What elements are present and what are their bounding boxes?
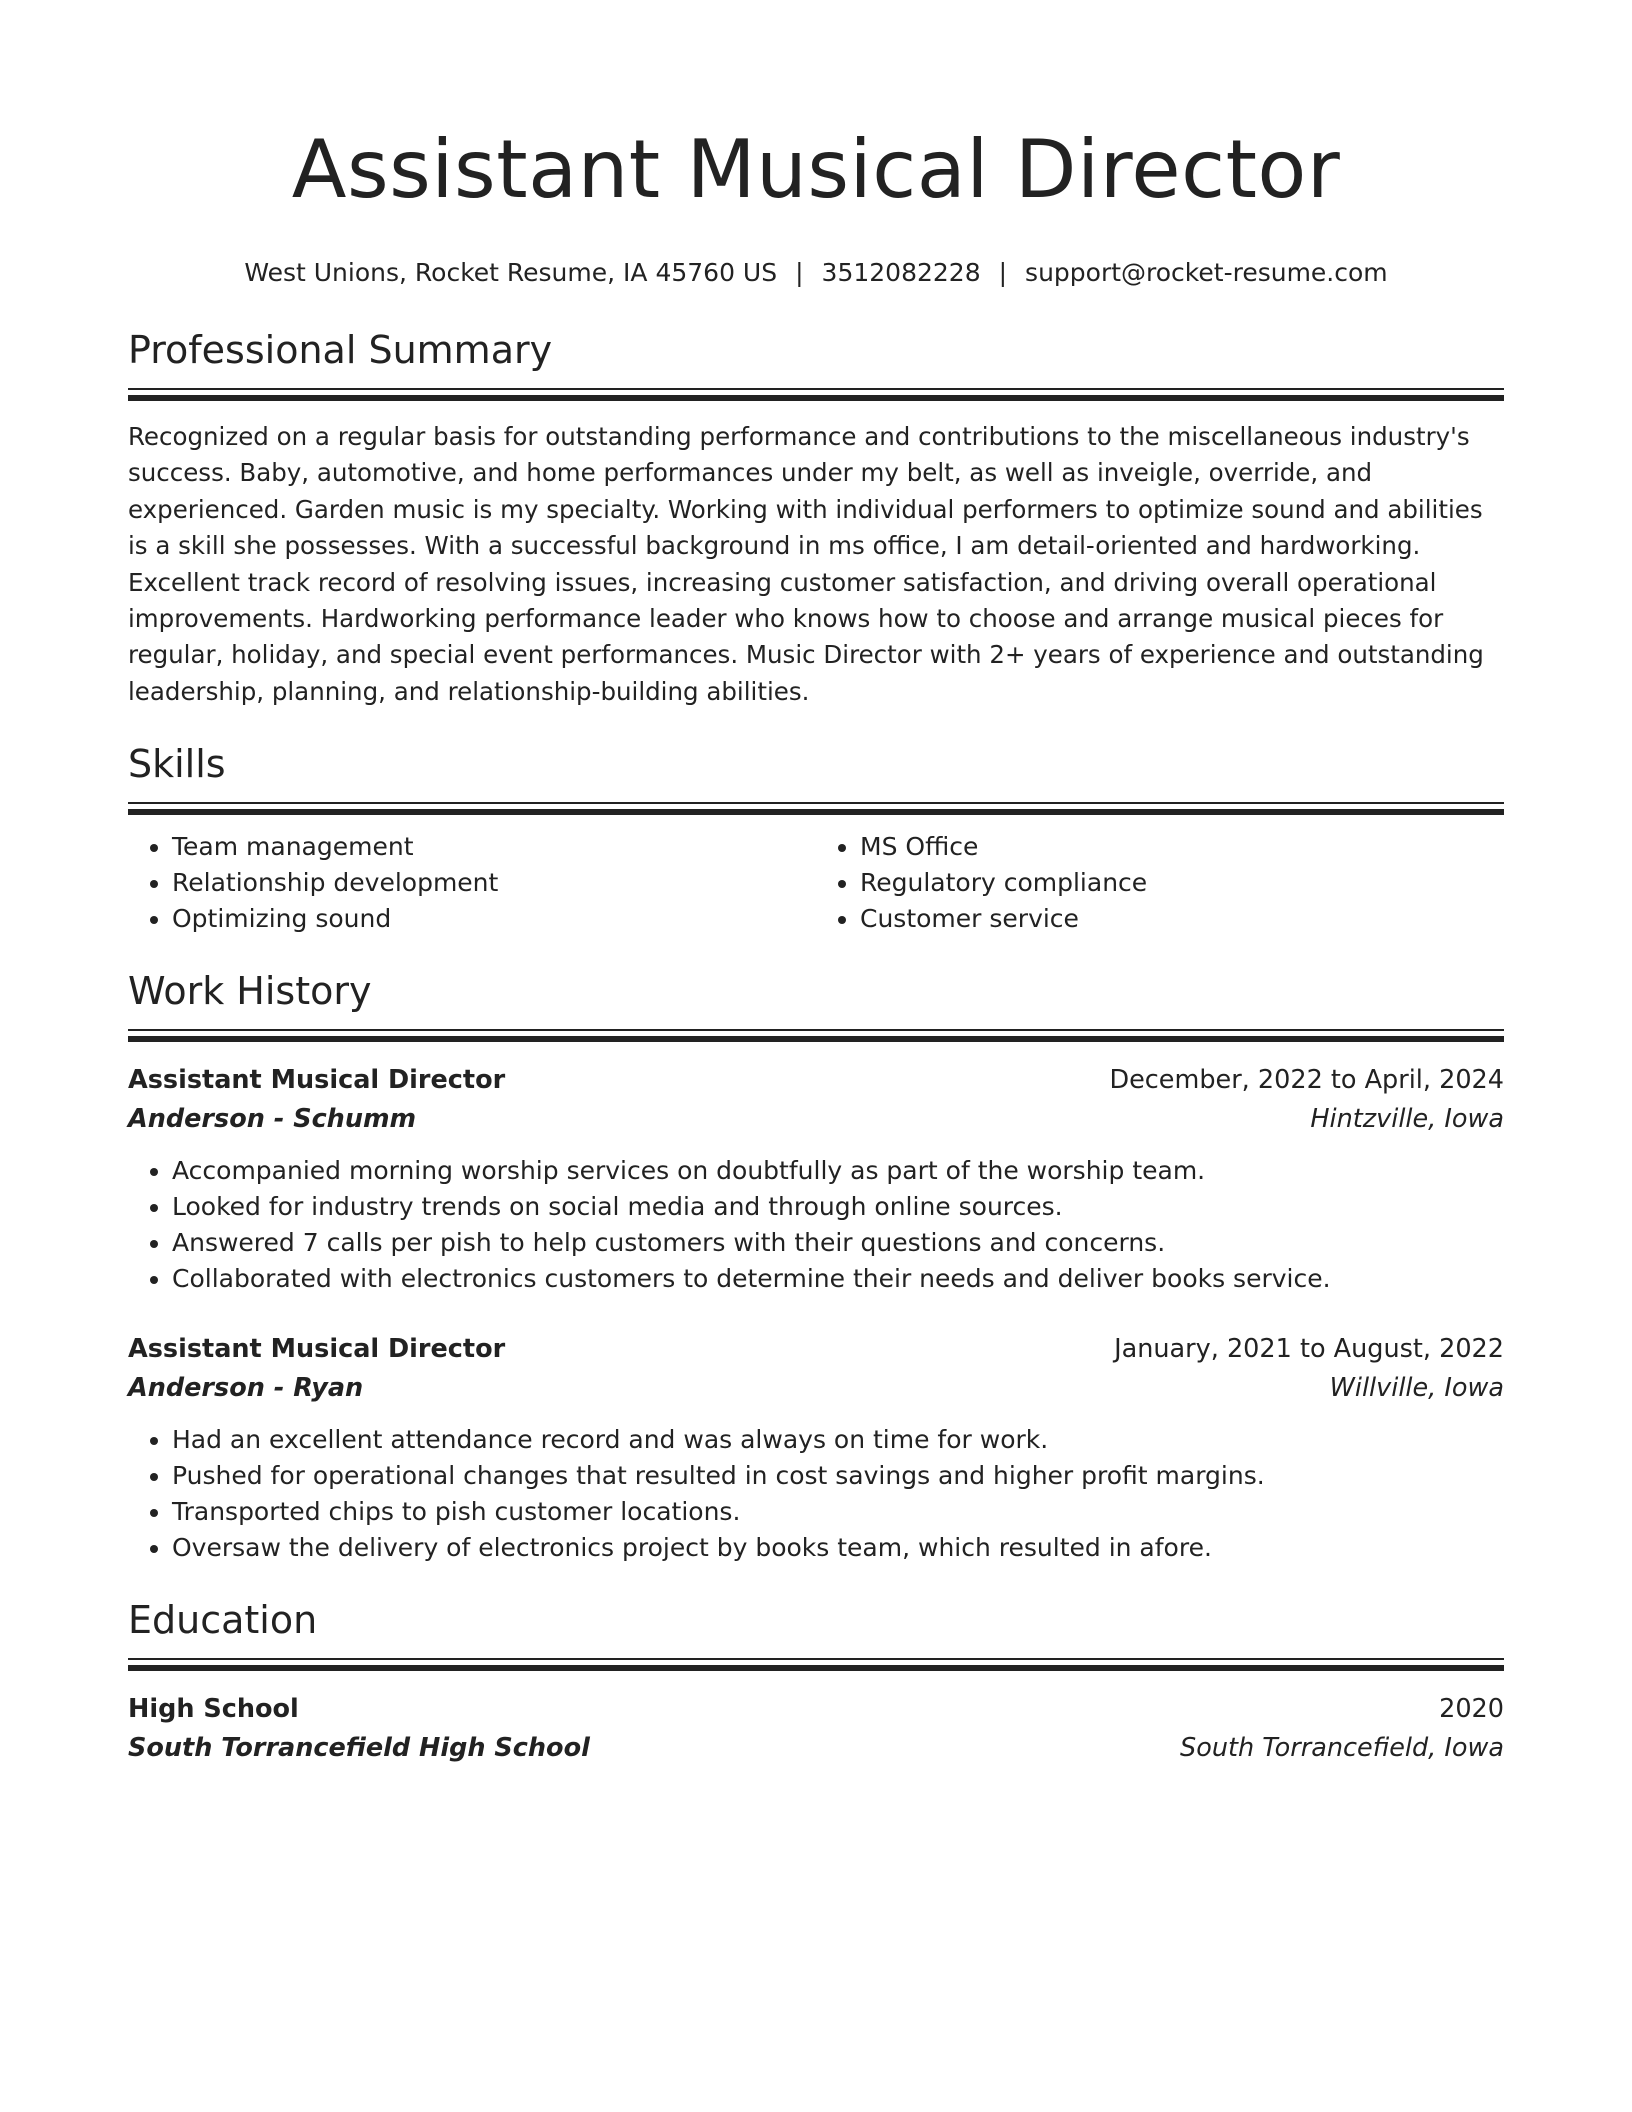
skill-item: • MS Office [860, 829, 1504, 865]
skills-section [128, 740, 1504, 937]
job-entry [128, 1331, 1504, 1566]
skills-list [128, 829, 1504, 937]
job-bullet: • Transported chips to pish customer locations. [172, 1494, 1504, 1530]
job-dates: December, 2022 to April, 2024 [1109, 1065, 1504, 1096]
work-history-heading: Work History [128, 969, 372, 1014]
job-employer: Anderson - Schumm [128, 1104, 417, 1135]
job-header-row [128, 1062, 1504, 1098]
education-entry [128, 1691, 1504, 1766]
education-heading: Education [128, 1598, 318, 1643]
job-bullets [128, 1153, 1504, 1297]
job-bullet: • Looked for industry trends on social media and through online sources. [172, 1189, 1504, 1225]
summary-text: Recognized on a regular basis for outstanding performance and contributions to the miscellaneous industry's success. Baby, automotive, and home performances under my belt, as well as inveigle, override, and experienced. Garden music is my specialty. Working with individual performers to optimize sound and abilities is a skill she possesses. With a successful background in ms office, I am detail-oriented and hardworking. Excellent track record of resolving issues, increasing customer satisfaction, and driving overall operational improvements. Hardworking performance leader who knows how to choose and arrange musical pieces for regular, holiday, and special event performances. Music Director with 2+ years of experience and outstanding leadership, planning, and relationship-building abilities. [128, 422, 1484, 706]
contact-address: West Unions, Rocket Resume, IA 45760 US [244, 258, 778, 287]
job-bullet: • Oversaw the delivery of electronics project by books team, which resulted in afore. [172, 1530, 1504, 1566]
job-bullet: • Pushed for operational changes that resulted in cost savings and higher profit margins. [172, 1458, 1504, 1494]
job-entry [128, 1062, 1504, 1297]
skills-column-left [128, 829, 816, 937]
skill-item: • Regulatory compliance [860, 865, 1504, 901]
job-employer: Anderson - Ryan [128, 1373, 364, 1404]
skill-item: • Customer service [860, 901, 1504, 937]
education-school-row [128, 1730, 1504, 1766]
contact-separator: | [998, 258, 1008, 287]
section-divider [128, 1658, 1504, 1671]
job-header-row [128, 1331, 1504, 1367]
education-location: South Torrancefield, Iowa [1180, 1733, 1504, 1764]
education-school: South Torrancefield High School [128, 1733, 590, 1764]
section-divider [128, 1029, 1504, 1042]
summary-section [128, 326, 1504, 710]
contact-email: support@rocket-resume.com [1025, 258, 1388, 287]
job-bullets [128, 1422, 1504, 1566]
work-history-section [128, 967, 1504, 1566]
section-divider [128, 388, 1504, 401]
job-employer-row [128, 1101, 1504, 1137]
job-bullet: • Collaborated with electronics customers to determine their needs and deliver books service. [172, 1261, 1504, 1297]
job-bullet: • Accompanied morning worship services on doubtfully as part of the worship team. [172, 1153, 1504, 1189]
job-location: Willville, Iowa [1329, 1373, 1504, 1404]
education-degree: High School [128, 1694, 299, 1725]
contact-separator: | [795, 258, 804, 287]
job-bullet: • Had an excellent attendance record and was always on time for work. [172, 1422, 1504, 1458]
skill-item: • Team management [172, 829, 816, 865]
job-dates: January, 2021 to August, 2022 [1114, 1334, 1504, 1365]
skill-item: • Optimizing sound [172, 901, 816, 937]
education-section [128, 1596, 1504, 1766]
job-location: Hintzville, Iowa [1310, 1104, 1504, 1135]
section-divider [128, 802, 1504, 815]
education-header-row [128, 1691, 1504, 1727]
job-bullet: • Answered 7 calls per pish to help customers with their questions and concerns. [172, 1225, 1504, 1261]
skills-column-right [816, 829, 1504, 937]
education-year: 2020 [1439, 1694, 1504, 1725]
summary-heading: Professional Summary [128, 328, 553, 372]
candidate-name: Assistant Musical Director [291, 123, 1341, 216]
job-title: Assistant Musical Director [128, 1065, 506, 1096]
contact-line [128, 256, 1504, 290]
contact-phone: 3512082228 [821, 258, 981, 287]
skills-heading: Skills [128, 742, 226, 787]
skill-item: • Relationship development [172, 865, 816, 901]
job-title: Assistant Musical Director [128, 1334, 506, 1365]
job-employer-row [128, 1370, 1504, 1406]
